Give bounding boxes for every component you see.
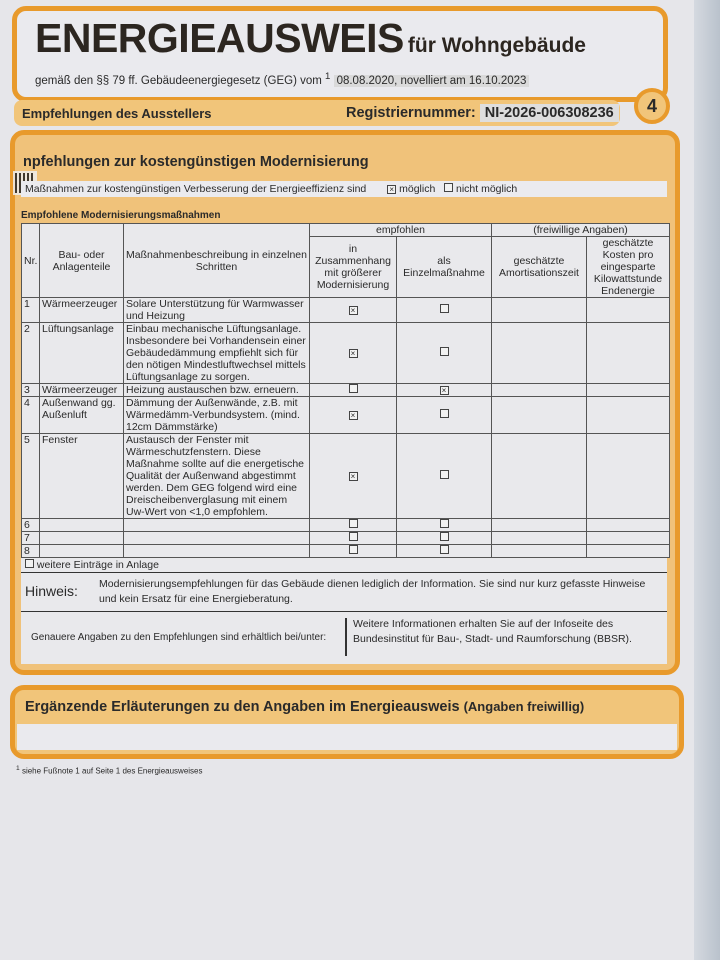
checkbox-not-possible[interactable] (444, 183, 453, 192)
row-nr: 2 (22, 323, 40, 384)
header-nr: Nr. (22, 224, 40, 298)
note-text: Modernisierungsempfehlungen für das Gebäude dienen lediglich der Information. Sie sind nur kurz gefasste Hinweise und kein Ersatz für eine Energieberatung. (99, 578, 646, 605)
row-cost (587, 323, 670, 384)
checkbox[interactable] (349, 532, 358, 541)
checkbox-more-entries[interactable] (25, 559, 34, 568)
info (21, 612, 667, 664)
checkbox-combined[interactable] (310, 519, 397, 532)
background-edge (694, 0, 720, 960)
checkbox-single[interactable] (397, 545, 492, 558)
reg-number: NI-2026-006308236 (480, 104, 619, 122)
table-title: Empfohlene Modernisierungsmaßnahmen (21, 210, 221, 221)
checkbox[interactable] (349, 519, 358, 528)
row-nr: 8 (22, 545, 40, 558)
row-amortization (492, 323, 587, 384)
row-part (40, 519, 124, 532)
note (21, 573, 667, 612)
row-desc (124, 532, 310, 545)
row-amortization (492, 519, 587, 532)
header-cost: geschätzte Kosten pro eingesparte Kilowattstunde Endenergie (587, 237, 670, 298)
row-part (40, 545, 124, 558)
subtitle-text: gemäß den §§ 79 ff. Gebäudeenergiegesetz (GEG) vom (35, 74, 322, 87)
header-part: Bau- oder Anlagenteile (40, 224, 124, 298)
checkbox[interactable]: × (349, 411, 358, 420)
checkbox-combined[interactable] (310, 434, 397, 519)
law-date: 08.08.2020, novelliert am 16.10.2023 (334, 75, 530, 87)
row-desc (124, 545, 310, 558)
checkbox-single[interactable] (397, 384, 492, 397)
checkbox[interactable] (349, 384, 358, 393)
checkbox-single[interactable] (397, 298, 492, 323)
checkbox[interactable] (440, 532, 449, 541)
table-row (22, 434, 670, 519)
title-main: ENERGIEAUSWEIS (35, 15, 404, 61)
possibility-text: Maßnahmen zur kostengünstigen Verbesserung der Energieeffizienz sind (25, 183, 367, 195)
header-single: als Einzelmaßnahme (397, 237, 492, 298)
row-nr: 6 (22, 519, 40, 532)
title-suffix: für Wohngebäude (407, 34, 586, 57)
checkbox-combined[interactable] (310, 397, 397, 434)
checkbox-possible[interactable]: × (387, 185, 396, 194)
footnote-number: 1 (16, 765, 20, 772)
footnote-mark: 1 (325, 71, 331, 82)
header-amortization: geschätzte Amortisationszeit (492, 237, 587, 298)
recommendations-box (10, 130, 680, 675)
row-desc: Heizung austauschen bzw. erneuern. (124, 384, 310, 397)
supplement-title-text: Ergänzende Erläuterungen zu den Angaben im Energieausweis (25, 699, 460, 715)
table-row (22, 397, 670, 434)
section-bar (14, 100, 620, 126)
header-combined: in Zusammenhang mit größerer Modernisierung (310, 237, 397, 298)
header-optional: (freiwillige Angaben) (492, 224, 670, 237)
row-cost (587, 434, 670, 519)
divider (345, 618, 347, 656)
checkbox[interactable]: × (349, 472, 358, 481)
checkbox[interactable] (440, 545, 449, 554)
row-amortization (492, 434, 587, 519)
table-body (22, 298, 670, 558)
table-footer (21, 558, 667, 664)
row-desc: Austausch der Fenster mit Wärmeschutzfenstern. Diese Maßnahme sollte auf die energetische Qualität der Außenwand abgestimmt werden. Dem GEG folgend wird eine Dreischeibenverglasung mit einem Uw-Wert von <1,0 empfohlem. (124, 434, 310, 519)
row-amortization (492, 545, 587, 558)
header-desc: Maßnahmenbeschreibung in einzelnen Schritten (124, 224, 310, 298)
supplement-field[interactable] (17, 724, 677, 750)
page-number: 4 (634, 88, 670, 124)
table-row (22, 298, 670, 323)
row-nr: 7 (22, 532, 40, 545)
more-entries-label: weitere Einträge in Anlage (36, 559, 159, 571)
row-nr: 5 (22, 434, 40, 519)
checkbox[interactable] (440, 519, 449, 528)
checkbox-combined[interactable] (310, 323, 397, 384)
table-row (22, 384, 670, 397)
checkbox-single[interactable] (397, 532, 492, 545)
row-desc: Solare Unterstützung für Warmwasser und Heizung (124, 298, 310, 323)
measures-table (21, 223, 670, 558)
footnote (16, 763, 203, 777)
checkbox-single[interactable] (397, 519, 492, 532)
checkbox-single[interactable] (397, 323, 492, 384)
checkbox[interactable]: × (349, 349, 358, 358)
checkbox-combined[interactable] (310, 298, 397, 323)
note-label: Hinweis: (25, 583, 78, 599)
checkbox[interactable] (440, 347, 449, 356)
header-recommended: empfohlen (310, 224, 492, 237)
row-part: Fenster (40, 434, 124, 519)
document-header (12, 6, 668, 102)
row-cost (587, 397, 670, 434)
section-label: Empfehlungen des Ausstellers (22, 106, 212, 121)
row-amortization (492, 298, 587, 323)
row-amortization (492, 384, 587, 397)
row-part: Wärmeerzeuger (40, 298, 124, 323)
row-nr: 1 (22, 298, 40, 323)
document-title (35, 15, 586, 71)
supplement-title (25, 698, 584, 716)
reg-label: Registriernummer: (346, 105, 476, 121)
supplement-title-suffix: (Angaben freiwillig) (463, 699, 585, 714)
table-row (22, 545, 670, 558)
section-heading: npfehlungen zur kostengünstigen Modernisierung (23, 154, 369, 170)
not-possible-label: nicht möglich (455, 183, 518, 195)
row-desc: Dämmung der Außenwände, z.B. mit Wärmedämm-Verbundsystem. (mind. 12cm Dämmstärke) (124, 397, 310, 434)
checkbox-combined[interactable] (310, 545, 397, 558)
checkbox[interactable]: × (349, 306, 358, 315)
row-part (40, 532, 124, 545)
row-part: Außenwand gg. Außenluft (40, 397, 124, 434)
subtitle (35, 69, 529, 89)
checkbox[interactable] (440, 470, 449, 479)
row-desc: Einbau mechanische Lüftungsanlage. Insbesondere bei Vorhandensein einer Gebäudedämmung empfiehlt sich für den nötigen Mindestluftwechsel mittels Lüftungsanlage zu sorgen. (124, 323, 310, 384)
row-cost (587, 519, 670, 532)
table-row (22, 532, 670, 545)
row-amortization (492, 532, 587, 545)
table-row (22, 519, 670, 532)
checkbox-single[interactable] (397, 397, 492, 434)
row-part: Lüftungsanlage (40, 323, 124, 384)
row-part: Wärmeerzeuger (40, 384, 124, 397)
row-cost (587, 298, 670, 323)
checkbox-combined[interactable] (310, 384, 397, 397)
checkbox[interactable] (440, 304, 449, 313)
checkbox[interactable]: × (440, 386, 449, 395)
checkbox-single[interactable] (397, 434, 492, 519)
checkbox-combined[interactable] (310, 532, 397, 545)
row-amortization (492, 397, 587, 434)
more-entries (21, 558, 667, 573)
checkbox[interactable] (349, 545, 358, 554)
row-cost (587, 545, 670, 558)
row-nr: 4 (22, 397, 40, 434)
possibility-line (21, 181, 667, 197)
checkbox[interactable] (440, 409, 449, 418)
footnote-text: siehe Fußnote 1 auf Seite 1 des Energieausweises (21, 766, 203, 776)
row-desc (124, 519, 310, 532)
row-cost (587, 532, 670, 545)
registration (346, 104, 619, 122)
info-text: Weitere Informationen erhalten Sie auf der Infoseite des Bundesinstitut für Bau-, Stadt- und Raumforschung (BBSR). (353, 618, 632, 645)
info-label: Genauere Angaben zu den Empfehlungen sind erhältlich bei/unter: (31, 632, 327, 643)
row-cost (587, 384, 670, 397)
supplement-box (10, 685, 684, 759)
row-nr: 3 (22, 384, 40, 397)
possible-label: möglich (399, 183, 436, 195)
table-row (22, 323, 670, 384)
